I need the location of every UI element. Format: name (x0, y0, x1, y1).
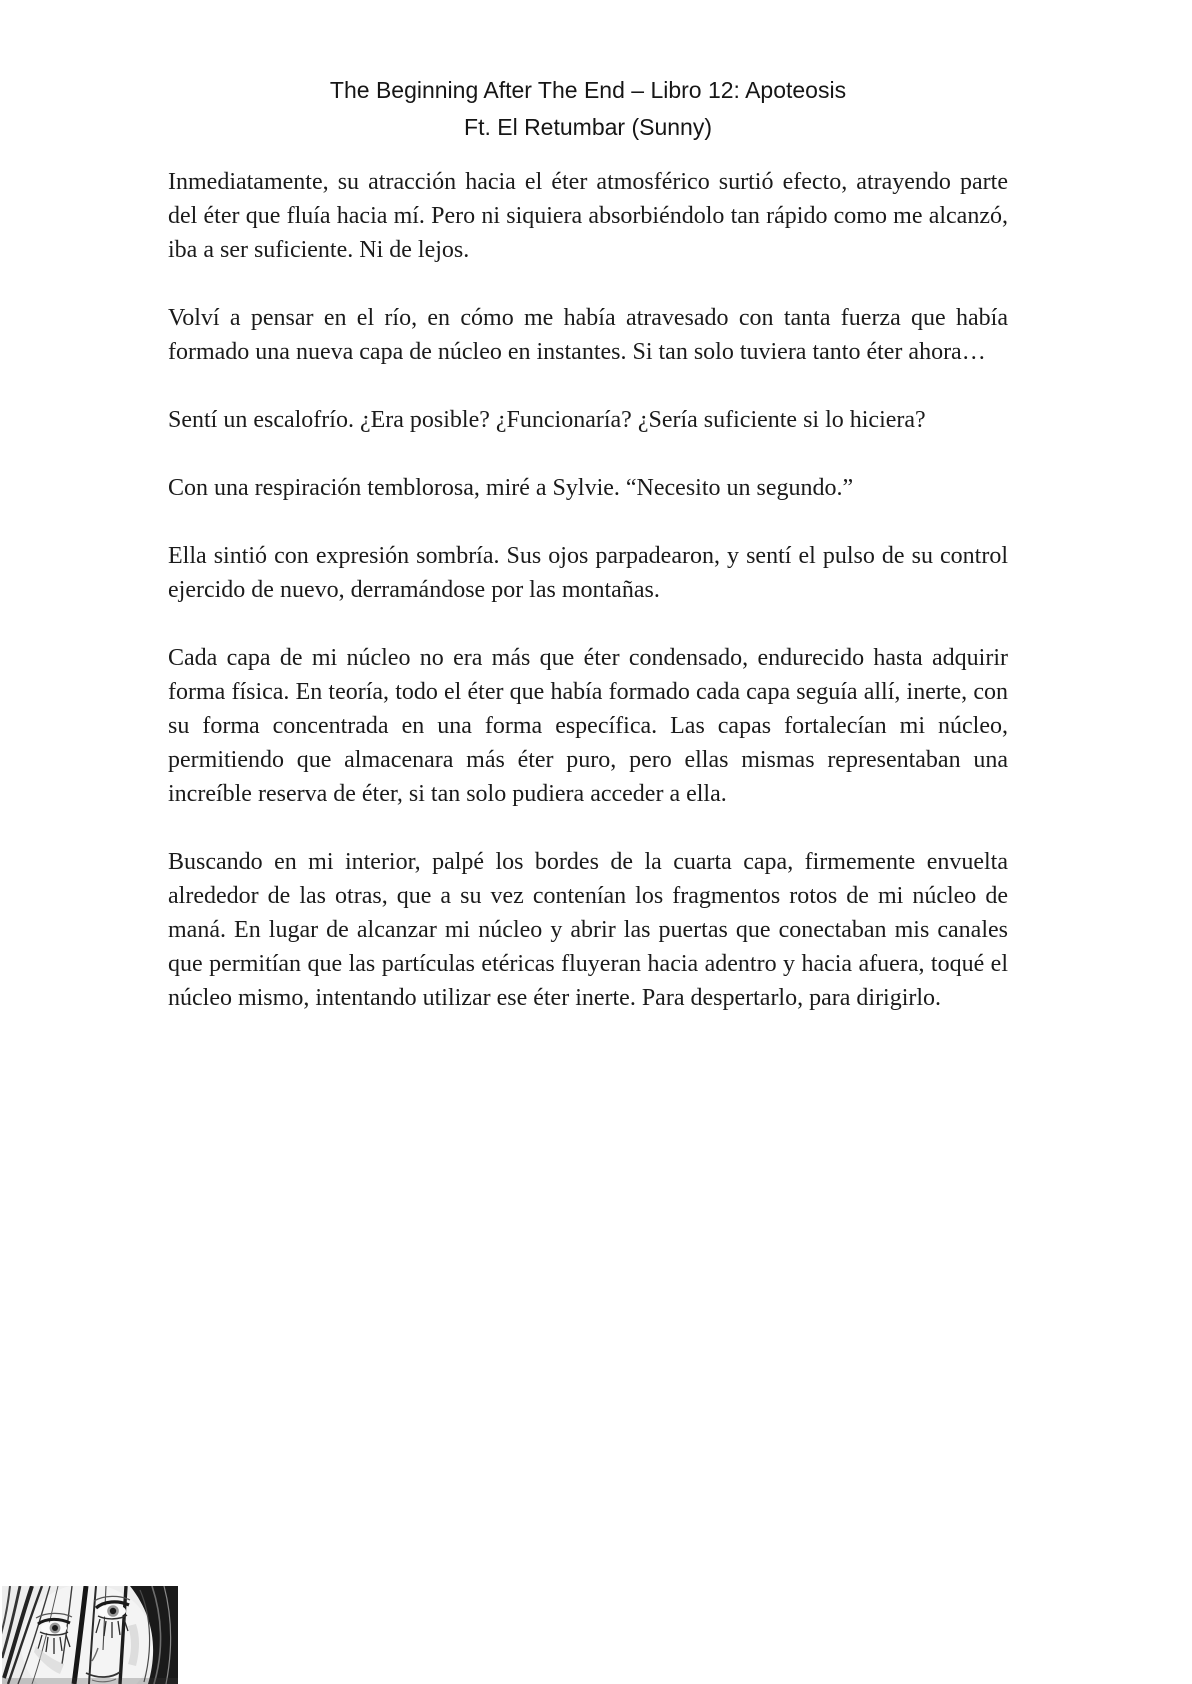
manga-face-image (2, 1586, 178, 1684)
document-title: The Beginning After The End – Libro 12: Apoteosis (329, 77, 847, 103)
paragraph: Con una respiración temblorosa, miré a Sylvie. “Necesito un segundo.” (168, 475, 854, 501)
document-header (168, 72, 1008, 146)
paragraph: Buscando en mi interior, palpé los bordes de la cuarta capa, firmemente envuelta alrededor de las otras, que a su vez contenían los fragmentos rotos de mi núcleo de maná. En lugar de alcanzar mi núcleo y abrir las puertas que conectaban mis canales que permitían que las partículas etéricas fluyeran hacia adentro y hacia afuera, toqué el núcleo mismo, intentando utilizar ese éter inerte. Para despertarlo, para dirigirlo. (168, 849, 1008, 1011)
paragraph: Sentí un escalofrío. ¿Era posible? ¿Funcionaría? ¿Sería suficiente si lo hiciera? (168, 407, 926, 433)
paragraph: Ella sintió con expresión sombría. Sus ojos parpadearon, y sentí el pulso de su control ejercido de nuevo, derramándose por las montañas. (168, 543, 1008, 603)
manga-face-artwork (2, 1586, 178, 1684)
paragraph: Inmediatamente, su atracción hacia el éter atmosférico surtió efecto, atrayendo parte del éter que fluía hacia mí. Pero ni siquiera absorbiéndolo tan rápido como me alcanzó, iba a ser suficiente. Ni de lejos. (168, 169, 1008, 263)
paragraph: Volví a pensar en el río, en cómo me había atravesado con tanta fuerza que había formado una nueva capa de núcleo en instantes. Si tan solo tuviera tanto éter ahora… (168, 305, 1008, 365)
paragraph: Cada capa de mi núcleo no era más que éter condensado, endurecido hasta adquirir forma física. En teoría, todo el éter que había formado cada capa seguía allí, inerte, con su forma concentrada en una forma específica. Las capas fortalecían mi núcleo, permitiendo que almacenara más éter puro, pero ellas mismas representaban una increíble reserva de éter, si tan solo pudiera acceder a ella. (168, 645, 1008, 807)
document-body-text (168, 165, 1008, 1015)
document-subtitle: Ft. El Retumbar (Sunny) (464, 114, 712, 140)
